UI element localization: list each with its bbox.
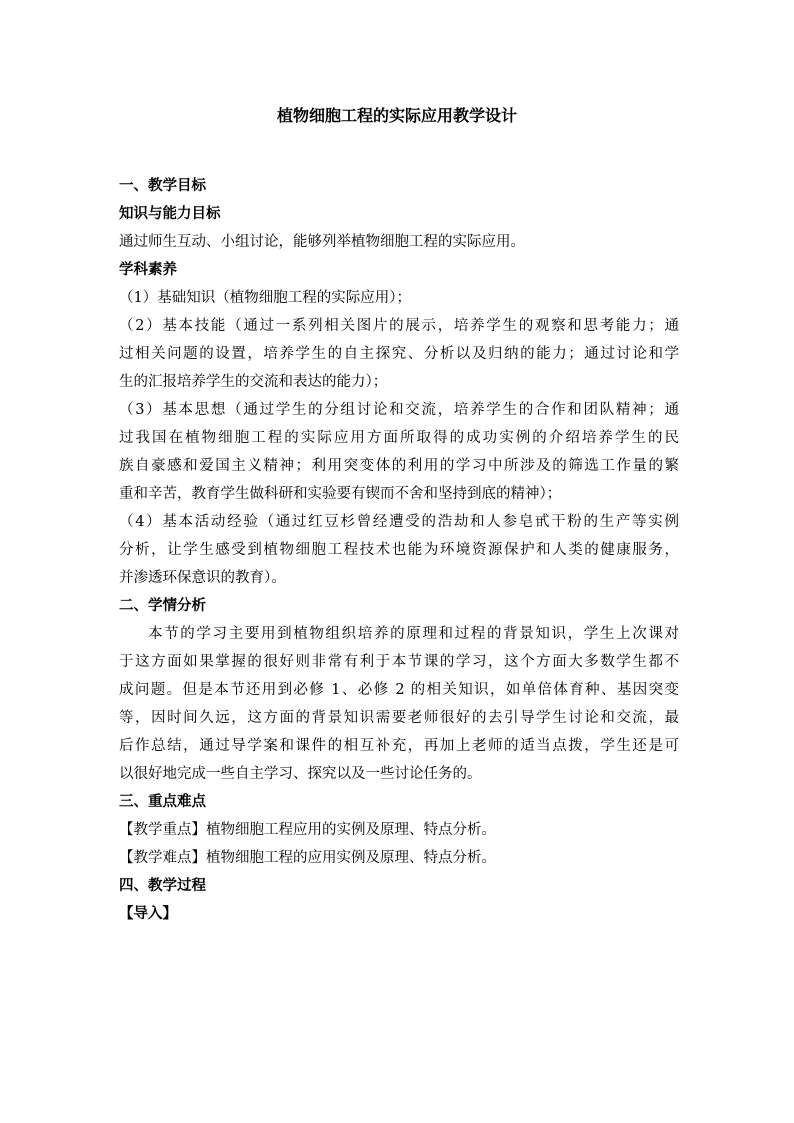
document-body: [119, 172, 679, 928]
body-line: 【教学难点】植物细胞工程的应用实例及原理、特点分析。: [119, 850, 496, 866]
body-line: 后作总结，通过导学案和课件的相互补充，再加上老师的适当点拨，学生还是可: [119, 738, 679, 754]
body-line: 过相关问题的设置，培养学生的自主探究、分析以及归纳的能力；通过讨论和学: [119, 346, 679, 362]
body-line: （3）基本思想（通过学生的分组讨论和交流，培养学生的合作和团队精神；通: [119, 402, 679, 418]
body-line: 族自豪感和爱国主义精神；利用突变体的利用的学习中所涉及的筛选工作量的繁: [119, 458, 679, 474]
body-line: 过我国在植物细胞工程的实际应用方面所取得的成功实例的介绍培养学生的民: [119, 430, 679, 446]
body-line: 重和辛苦，教育学生做科研和实验要有锲而不舍和坚持到底的精神）；: [119, 486, 562, 502]
body-line: （4）基本活动经验（通过红豆杉曾经遭受的浩劫和人参皂甙干粉的生产等实例: [119, 514, 679, 530]
section-heading: 学科素养: [119, 261, 177, 278]
body-line: 【教学重点】植物细胞工程应用的实例及原理、特点分析。: [119, 822, 496, 838]
body-line: 于这方面如果掌握的很好则非常有利于本节课的学习，这个方面大多数学生都不: [119, 654, 679, 670]
body-line: 本节的学习主要用到植物组织培养的原理和过程的背景知识，学生上次课对: [148, 626, 679, 642]
section-heading: 【导入】: [119, 905, 177, 922]
document-title: 植物细胞工程的实际应用教学设计: [276, 106, 517, 125]
body-line: 分析，让学生感受到植物细胞工程技术也能为环境资源保护和人类的健康服务，: [119, 542, 679, 558]
body-line: 等，因时间久远，这方面的背景知识需要老师很好的去引导学生讨论和交流，最: [119, 710, 679, 726]
section-heading: 二、学情分析: [119, 597, 206, 614]
body-line: 成问题。但是本节还用到必修 1、必修 2 的相关知识，如单倍体育种、基因突变: [119, 682, 679, 698]
body-line: 通过师生互动、小组讨论，能够列举植物细胞工程的实际应用。: [119, 234, 525, 250]
body-line: 以很好地完成一些自主学习、探究以及一些讨论任务的。: [119, 766, 482, 782]
section-heading: 四、教学过程: [119, 877, 206, 894]
section-heading: 一、教学目标: [119, 177, 206, 194]
body-line: （2）基本技能（通过一系列相关图片的展示，培养学生的观察和思考能力；通: [119, 318, 679, 334]
body-line: （1）基础知识（植物细胞工程的实际应用）；: [119, 290, 411, 306]
body-line: 并渗透环保意识的教育）。: [119, 570, 286, 586]
section-heading: 知识与能力目标: [119, 205, 221, 222]
body-line: 生的汇报培养学生的交流和表达的能力）；: [119, 374, 388, 390]
section-heading: 三、重点难点: [119, 793, 206, 810]
